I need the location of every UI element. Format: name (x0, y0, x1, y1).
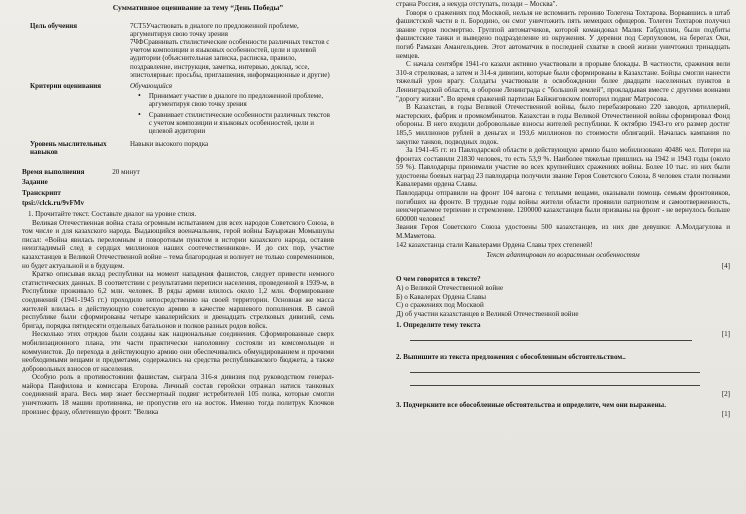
score-mark: [1] (721, 329, 730, 338)
criteria-row (22, 82, 334, 140)
task-item (396, 401, 730, 410)
transcript-link[interactable]: tpsi://clck.ru/9vFMv (22, 199, 85, 208)
time-value: 20 минут (112, 167, 140, 176)
answer-line[interactable] (410, 332, 692, 341)
text-paragraph: Кратко описывая вклад республики на момент нападения фашистов, следует привести немного статистических данных. В соответствии с результатами переписи населения, проведенной в 1939-м, в Республике проживало 6,2 млн. человек. В ряды армии влилось около 1,2 млн. Формирование соединений (1941-1945 гг.) проходило непосредственно на своей территории. Основная же масса жителей влилась в действующую советскую армию в качестве маршевого пополнения. В самой республике были сформированы четыре кавалерийских и двенадцать стрелковых дивизий, семь бригад, порядка пятидесяти отдельных батальонов и полков разных родов войск. (22, 270, 334, 330)
task-item (396, 321, 730, 330)
assessment-meta-table (22, 22, 334, 160)
text-paragraph: Великая Отечественная война стала огромным испытанием для всех народов Советского Союза, в том числе и для казахского народа. Выдающийся военачальник, герой войны Бауыржан Момышулы писал: «Война явилась переломным и поворотным пунктом в истории казахского народа, оставив неизгладимый след в сердцах миллионов наших соотечественников». И до сих пор, участие казахстанцев в Великой Отечественной войне – тема благородная и волнует не только современников, но будет актуальной и в будущем. (22, 218, 334, 270)
answer-option-c[interactable]: С) о сражениях под Москвой (396, 301, 484, 310)
goal-row (22, 22, 334, 82)
transcript-heading: Транскрипт (22, 188, 61, 197)
question-heading: О чем говорится в тексте? (396, 275, 481, 284)
answer-options (396, 284, 730, 318)
text-paragraph: Говоря о сражениях под Москвой, нельзя не вспомнить героиню Толегена Тохтарова. Ворвавшись в штаб фашистской части в п. Бородино, он смог уничтожить пять немецких офицеров. Толеген Тохтаров получил звание героя посмертно. Группой автоматчиков, которой командовал Малик Габдуллин, были подбиты фашистские танки и выведено подразделение из окружения. У деревни под Серпуховом, на берегах Оки, погиб Рамазан Амангельдиев. Этот автоматчик в последней схватке в своей жизни уничтожил тринадцать немцев. (396, 8, 730, 60)
task-text: 3. Подчеркните все обособленные обстоятельства и определите, чем они выражены. (396, 401, 666, 410)
text-paragraph: Павлодарцы отправили на фронт 104 вагона с теплыми вещами, оказывали помощь семьям фронтовиков, погибших на фронте. В трудные годы войны жители области проявили патриотизм и самоотверженность, неисчерпаемое терпение и стремление. 1200000 казахстанцев были призваны на фронт - не вернулось больше 600000 человек! (396, 189, 730, 223)
answer-line[interactable] (410, 364, 700, 373)
skills-row (22, 140, 334, 159)
score-mark: [2] (721, 389, 730, 398)
goal-line: 7СТ5Участвовать в диалоге по предложенной проблеме, аргументируя свою точку зрения (130, 21, 299, 38)
text-paragraph: С начала сентября 1941-го казахи активно участвовали в прорыве блокады. В частности, сражения вели 310-я стрелковая, а затем и 314-я дивизии, которые были сформированы в Казахстане. Бойцы смогли нанести тяжелый урон врагу. Солдаты участвовали в освобождении более двадцати населенных пунктов в Ленинградской области, в обороне Ленинграда с "большой землей", прокладывая вместе с другими воинами "дорогу жизни". Во время сражений партизан Байжиговском повторил подвиг Матросова. (396, 60, 730, 103)
goal-line: 7ЧФСравнивать стилистические особенности различных текстов с учетом композиции и языковых особенностей, цели и целевой аудитории (объяснительная записка, расписка, правило, поздравление, инструкция, заметка, интервью, доклад, эссе, эпистолярные: просьбы, приглашения, информационные и другие) (130, 38, 330, 79)
text-paragraph: страна Россия, а некуда отступать, позади – Москва". (396, 0, 558, 8)
right-column (396, 0, 730, 418)
answer-option-a[interactable]: А) о Великой Отечественной войне (396, 284, 504, 292)
source-note: Текст адаптирован по возрастным особенностям (486, 251, 640, 260)
time-label: Время выполнения (22, 167, 85, 176)
task-heading: Задание (22, 178, 48, 187)
skills-value: Навыки высокого порядка (130, 140, 209, 149)
task-text: 2. Выпишите из текста предложения с обособленным обстоятельством.. (396, 352, 626, 361)
criteria-label: Критерии оценивания (30, 82, 102, 91)
goal-label: Цель обучения (30, 21, 78, 30)
bullet-icon: • (138, 109, 141, 119)
page-title: Суммативное оценивание за тему “День Победы” (112, 3, 284, 12)
score-mark: [4] (721, 261, 730, 270)
skills-label: Уровень мыслительных навыков (30, 140, 107, 157)
answer-option-b[interactable]: Б) о Кавалерах Ордена Славы (396, 292, 487, 301)
criteria-item: • Принимает участие в диалоге по предложенной проблеме, аргументируя свою точку зрения (138, 91, 324, 109)
criteria-value (130, 82, 334, 140)
task-answer-area (396, 330, 730, 345)
goal-value (130, 22, 334, 82)
text-paragraph: Несколько этих отрядов были созданы как национальные соединения. Сформированные сверх мобилизационного плана, эти части практически наполовину состояли из комсомольцев и коммунистов. До перехода в действующую армию они обеспечивались обмундированием и прочими необходимыми вещами и предметами, содержались на средства республиканского бюджета, а также добровольных взносов от населения. (22, 330, 334, 373)
criteria-item: • Сравнивает стилистические особенности различных текстов с учетом композиции и языковых особенностей, цели и целевой аудитории (138, 109, 330, 136)
text-paragraph: Особую роль в противостоянии фашистам, сыграла 316-я дивизия под руководством генерал-майора Панфилова и комиссара Егорова. Личный состав геройски отражал натиск танковых соединений врага. Весь мир знает бессмертный подвиг истребителей 105 полка, которые смогли уничтожить 18 машин противника, не пропустив его на восток. Именно тогда политрук Клочков произнес фразу, облетевшую фронт: "Велика (22, 373, 334, 416)
time-row (22, 168, 334, 177)
task-text: 1. Определите тему текста (396, 321, 481, 330)
text-paragraph: Звания Героя Советского Союза удостоены 500 казахстанцев, из них две девушки: А.Молдагулова и М.Маметова. (396, 223, 730, 241)
score-mark: [1] (721, 409, 730, 418)
text-paragraph: За 1941-45 гг. из Павлодарской области в действующую армию было мобилизовано 40486 чел. Потери на фронтах составили 21830 человек, то есть 53,9 %. Наиболее тяжелые пришлись на 1942 и 1943 годы (около 59 %). Павлодарцы принимали участие во всех крупнейших сражениях войны. Более 10 тыс. из них были удостоены боевых наград 23 павлодарца получили звание Героя Советского Союза, 8 человек стали полными Кавалерами ордена Славы. (396, 146, 730, 189)
criteria-lead: Обучающийся (130, 82, 173, 91)
task-1-instruction: 1. Прочитайте текст. Составьте диалог на уровне стиля. (28, 210, 197, 219)
bullet-icon: • (138, 91, 141, 101)
text-paragraph: 142 казахстанца стали Кавалерами Ордена Славы трех степеней! (396, 240, 593, 249)
task-item (396, 353, 730, 362)
text-paragraph: В Казахстан, в годы Великой Отечественной войны, было перебазировано 220 заводов, артиллерий, мастерских, фабрик и промкомбинатов. Казахстан в годы Великой Отечественной войны сформировал Фонд обороны. В него входили добровольные взносы жителей республики. К октябрю 1943-го его размер достиг 185,5 миллионов рублей в деньгах и 193,6 миллионов по стоимости облигаций. Началась кампания по закупке танков, подводных лодок. (396, 103, 730, 146)
answer-option-d[interactable]: Д) об участии казахстанцев в Великой Отечественной войне (396, 309, 579, 318)
answer-line[interactable] (410, 377, 700, 386)
left-column (22, 0, 334, 416)
